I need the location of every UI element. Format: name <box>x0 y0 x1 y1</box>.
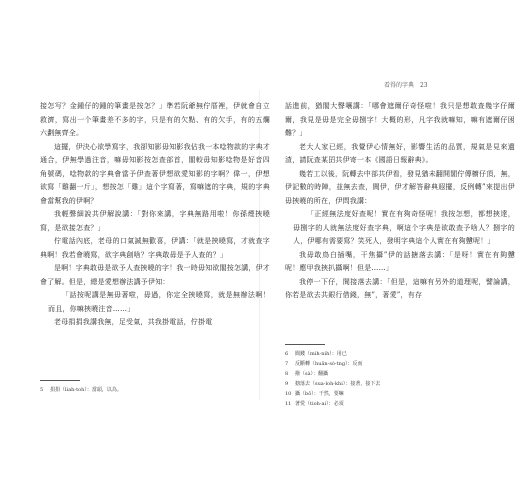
footnote <box>285 359 515 369</box>
footnote-text: 攝（bô）：干然，要嘛 <box>295 391 344 397</box>
quote-paragraph: 「話按呢講是無毋著啦，毋過，你定全挾曉寫，就是無辦法啊！而且，你嘛挾曉注音……」 <box>48 291 270 313</box>
footnote <box>285 389 515 399</box>
right-footnotes <box>285 338 515 409</box>
footnote <box>40 385 270 395</box>
running-head-title: 看得的字典 <box>384 82 415 89</box>
paragraph: 是啊！字典敢毋是欲予人查挾曉的字！我一時毋知欲閣按怎講，伊才會了解。但是，總是愛想辦法講予伊知： <box>40 264 270 286</box>
footnote <box>285 399 515 409</box>
footnote-number: 9 <box>285 381 289 387</box>
footnote-text: 撥（sà）：翻攝 <box>295 371 329 377</box>
footnote-number: 8 <box>285 371 289 377</box>
footnote-text: 捐捐（liah-toh）：當頭，以為。 <box>50 387 122 393</box>
footnote-number: 10 <box>285 391 292 397</box>
page-number: 23 <box>419 82 428 89</box>
footnote-text: 著愛（tioh-ai）：必須 <box>295 401 344 407</box>
footnote-rule <box>285 344 325 345</box>
footnote-text: 反斷轉（huân-sò-tng）：反而 <box>295 361 363 367</box>
paragraph: 我輕聲細說共伊解說講：「對你來講，字典無路用啦！你孫煙挾曉寫，是欲接怎查？」 <box>40 210 270 232</box>
paragraph: 我毋敢鳥白插嘴，干焦攝”伊的話搪落去講：「是呀！實在有夠戇呢！應甲我挾扒攝啊！但是……」 <box>285 250 515 272</box>
paragraph: 這擺，伊決心欲學寫字，我卻知影毋知影我佔我一本唸物款的字典才通合，伊無學過注音，嘛毋知影按怎查部首，閣較毋知影唸物是好音四角號碼，唸物款的字典會當予伊查著伊想欲愛知影的字啊？偉一，伊想欲寫「雞翻一斤」，想按怎「雞」這个字寫著，寫嘛遮的字典，規的字典會當幫我的伊啊？ <box>40 142 270 205</box>
paragraph: 幾若工以後，阮轉去中部共伊看，發見猶未翻開閣佇傳櫥仔頂，無，伊記數的時陣，並無去查，閬伊，伊才解答辭典遐擺，反例轉”來提出伊毋挾曉的所在，伊問我講： <box>285 169 515 205</box>
paragraph: 話進前，猶閣大聲嚷講：「哪會遮爾仔奇怪啦！我只是想敢查幾字仔爾爾，我見是毋是完全毋捌字！大概的形，凡字我就嘛知，嘛有遮爾仔困難？」 <box>285 102 515 137</box>
paragraph: 我停一下仔，閬接落去講：「但是，這嘛有另外的道理呢，譬論講，你若是欲去共銀行借錢，無”，著愛”，有存 <box>285 277 515 299</box>
left-footnotes <box>40 374 270 395</box>
footnote <box>285 379 515 389</box>
running-head <box>384 80 514 89</box>
paragraph: 老母捐捐我講我無，足受氣，共我掛電話，佇掛電 <box>54 318 213 326</box>
quote-paragraph: 「正經無法度好查呢！實在有夠奇怪呢！我按怎想，都想挾達，毋捌字的人就無法度好查字典，啊這个字典是欲敢查予啥人？捌字的人，伊哪有需要寫？笑死人，發明字典這个人實在有夠戇呢！」 <box>293 210 515 245</box>
paragraph: 接怎写？金鍾仔的鍾的筆畫是按怎？」準若阮爺無佇厝裡，伊就會自立救濟，寫出一个筆畫差不多的字，只是有的欠點、有的欠手，有的五爛六劃無齊全。 <box>40 102 270 137</box>
left-page <box>40 100 270 330</box>
footnote-number: 7 <box>285 361 289 367</box>
footnote-rule <box>40 380 80 381</box>
footnote-number: 5 <box>40 387 44 393</box>
footnote-text: 閬錢（mih-nih）：用已 <box>295 351 347 357</box>
footnote-number: 11 <box>285 401 292 407</box>
paragraph: 老大人家已經，我覺伊心情無好，影響生活的品質，規氣是見來遺渣，請阮查某囝共伊寄一本《國語日報辭典》。 <box>285 142 515 164</box>
right-page <box>285 100 515 303</box>
footnote <box>285 369 515 379</box>
paragraph: 佇電話內底，老母的口氣誠無歡喜，伊講：「就是挾曉寫，才就查字典啊！我若會曉寫，欲字典創啥？字典敢毋是予人查的？」 <box>40 237 270 259</box>
footnote-number: 6 <box>285 351 289 357</box>
footnote <box>285 349 515 359</box>
footnote-text: 搪落去（sua-loh-khi）：接著，接下去 <box>295 381 381 387</box>
